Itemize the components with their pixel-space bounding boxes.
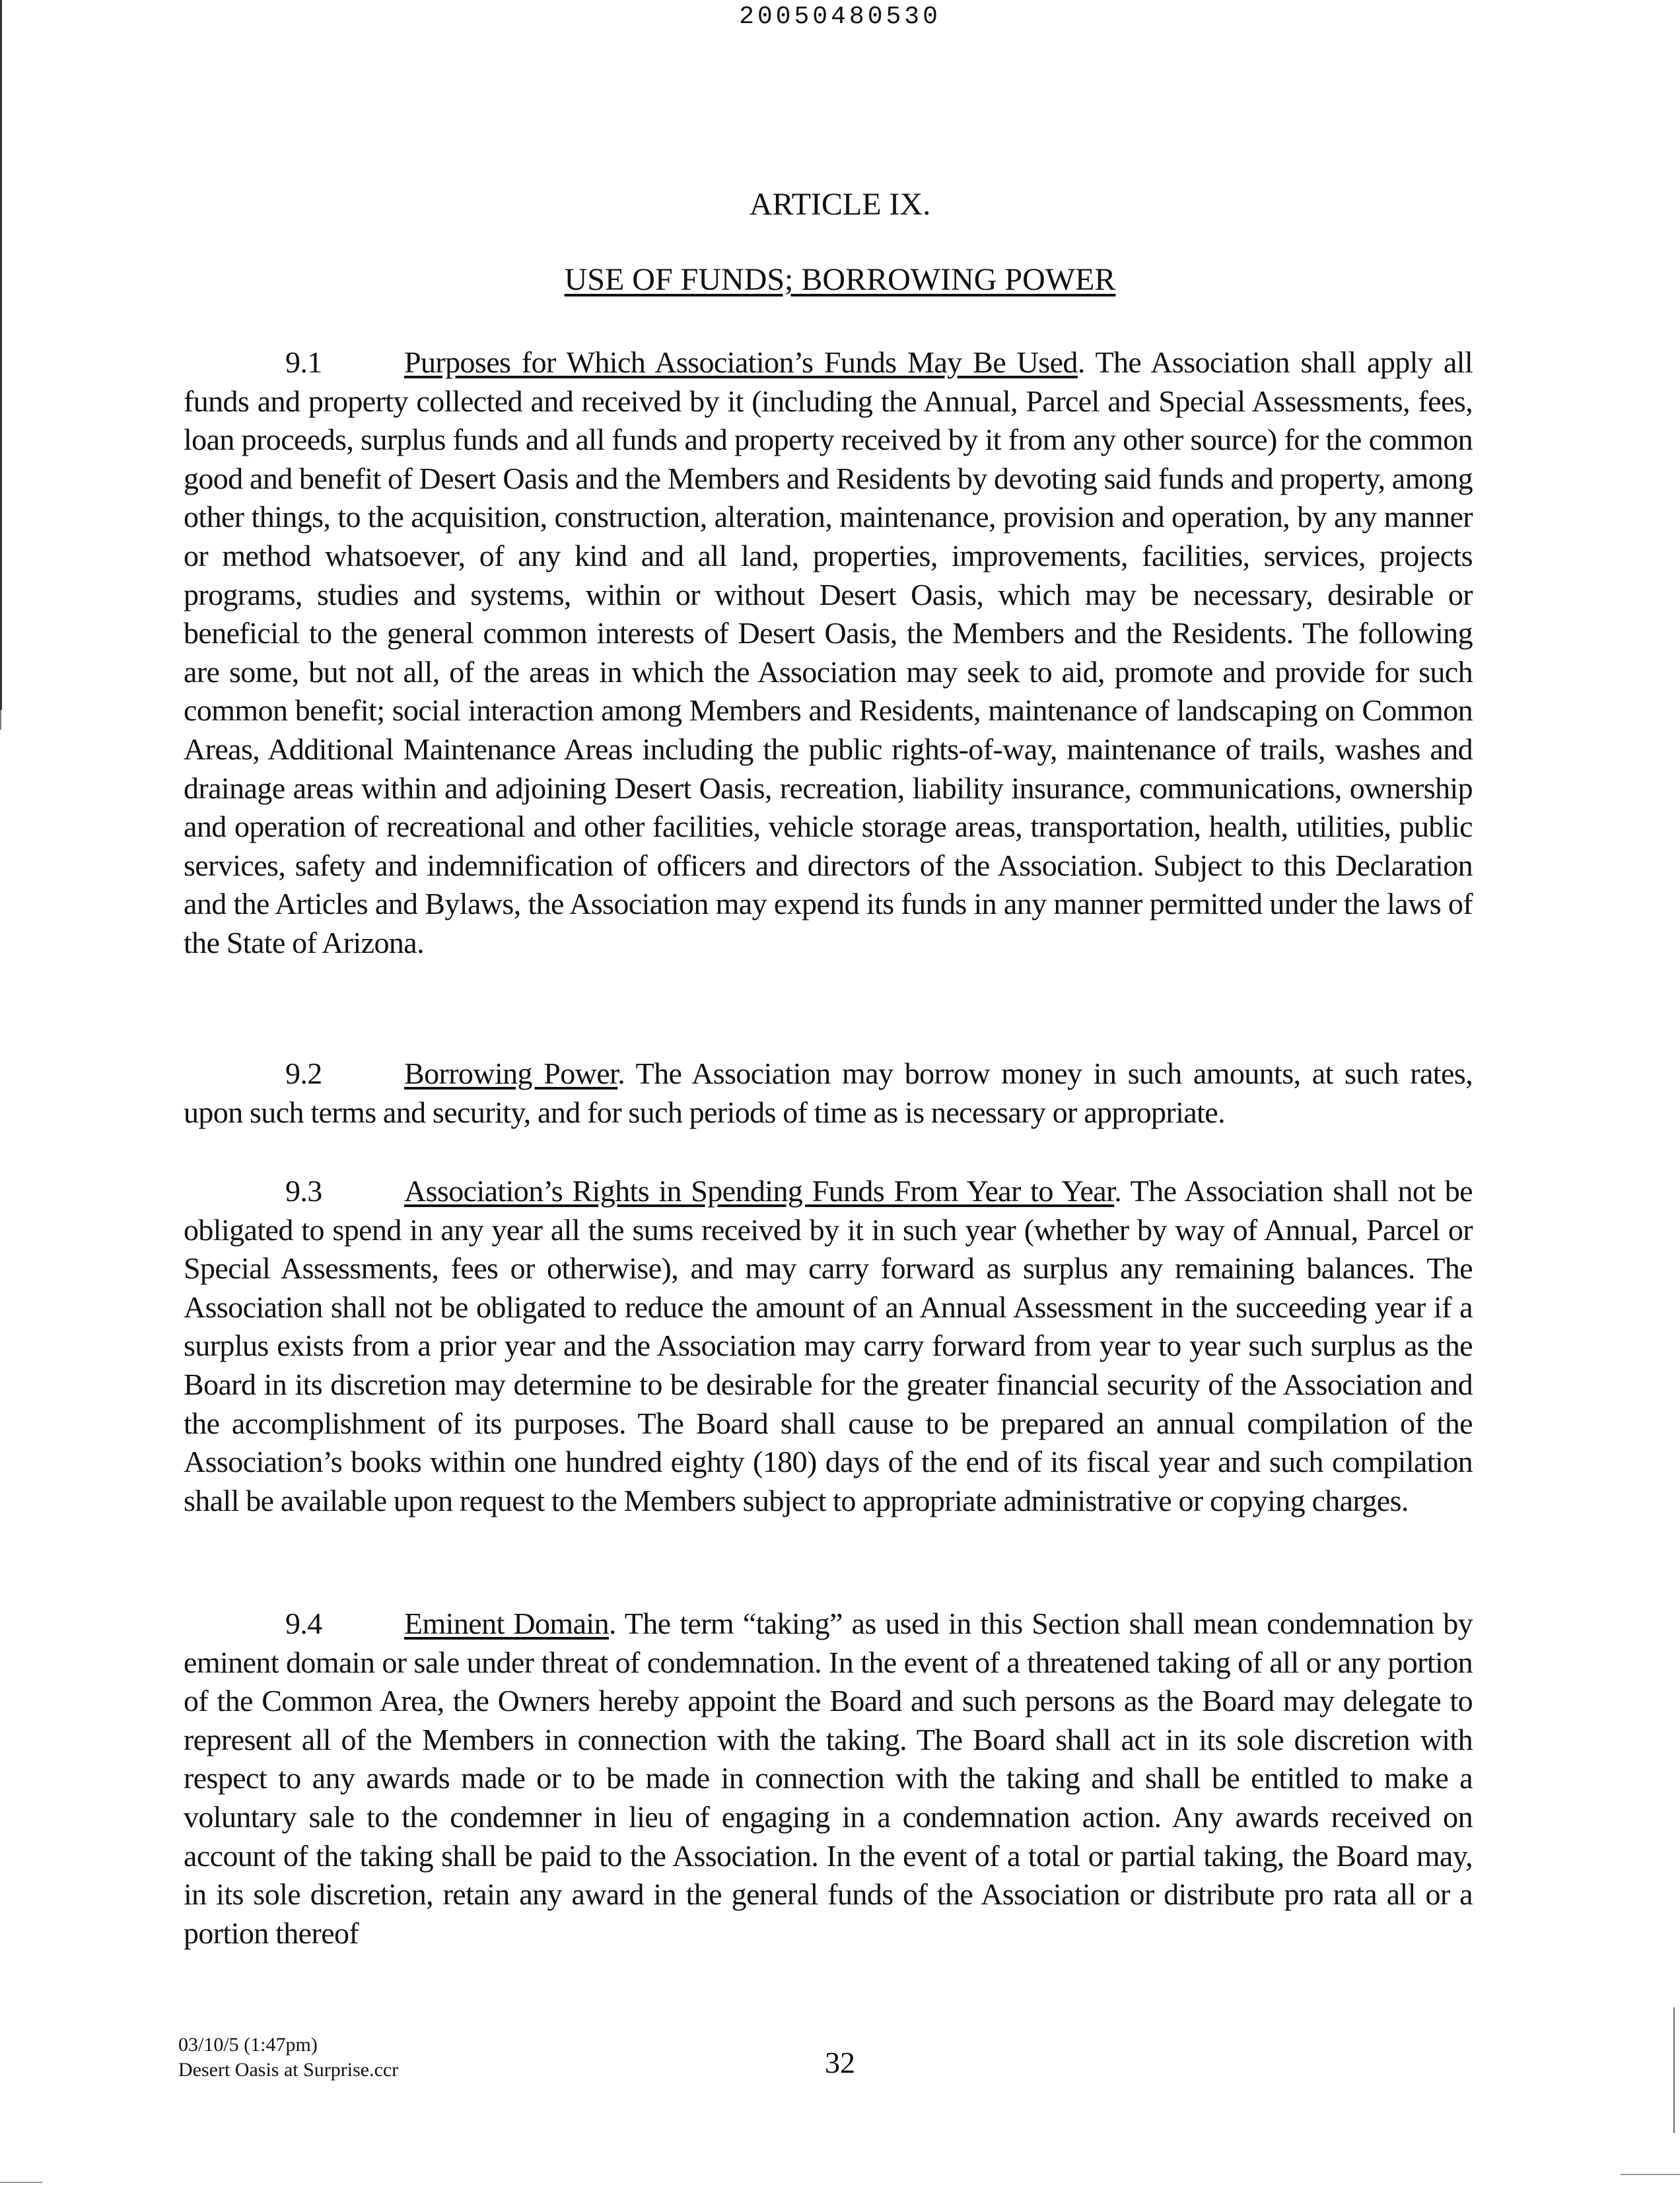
section-number: 9.4 (285, 1607, 322, 1640)
section-body: . The Association shall not be obligated to spend in any year all the sums received by it in such year (whether by way of Annual, Parcel or Special Assessments, fees or otherwise), and may carry forward as surplus any remaining balances. The Association shall not be obligated to reduce the amount of an Annual Assessment in the succeeding year if a surplus exists from a prior year and the Association may carry forward from year to year such surplus as the Board in its discretion may determine to be desirable for the greater financial security of the Association and the accomplishment of its purposes. The Board shall cause to be prepared an annual compilation of the Association’s books within one hundred eighty (180) days of the end of its fiscal year and such compilation shall be available upon request to the Members subject to appropriate administrative or copying charges. (184, 1174, 1473, 1517)
section-title: Eminent Domain (404, 1607, 609, 1640)
article-heading: ARTICLE IX. (749, 187, 931, 222)
article-subheading: USE OF FUNDS; BORROWING POWER (564, 262, 1116, 297)
section-9-4 (184, 1605, 1473, 1953)
section-9-2 (184, 1055, 1473, 1132)
section-title: Borrowing Power (404, 1057, 618, 1090)
section-title: Purposes for Which Association’s Funds May Be Used (404, 345, 1078, 379)
section-9-3 (184, 1172, 1473, 1520)
page-number: 32 (825, 2046, 855, 2079)
scan-footer-mark-right (1621, 2174, 1680, 2175)
section-body: . The Association shall apply all funds and property collected and received by it (including the Annual, Parcel and Special Assessments, fees, loan proceeds, surplus funds and all funds and property received by it from any other source) for the common good and benefit of Desert Oasis and the Members and Residents by devoting said funds and property, among other things, to the acquisition, construction, alteration, maintenance, provision and operation, by any manner or method whatsoever, of any kind and all land, properties, improvements, facilities, services, projects programs, studies and systems, within or without Desert Oasis, which may be necessary, desirable or beneficial to the general common interests of Desert Oasis, the Members and the Residents. The following are some, but not all, of the areas in which the Association may seek to aid, promote and provide for such common benefit; social interaction among Members and Residents, maintenance of landscaping on Common Areas, Additional Maintenance Areas including the public rights-of-way, maintenance of trails, washes and drainage areas within and adjoining Desert Oasis, recreation, liability insurance, communications, ownership and operation of recreational and other facilities, vehicle storage areas, transportation, health, utilities, public services, safety and indemnification of officers and directors of the Association. Subject to this Declaration and the Articles and Bylaws, the Association may expend its funds in any manner permitted under the laws of the State of Arizona. (184, 345, 1473, 959)
section-title: Association’s Rights in Spending Funds From Year to Year (404, 1174, 1115, 1208)
document-number: 20050480530 (739, 3, 941, 31)
footer-filename: Desert Oasis at Surprise.ccr (178, 2059, 399, 2081)
section-9-1 (184, 343, 1473, 963)
section-body: . The term “taking” as used in this Section shall mean condemnation by eminent domain or sale under threat of condemnation. In the event of a threatened taking of all or any portion of the Common Area, the Owners hereby appoint the Board and such persons as the Board may delegate to represent all of the Members in connection with the taking. The Board shall act in its sole discretion with respect to any awards made or to be made in connection with the taking and shall be entitled to make a voluntary sale to the condemner in lieu of engaging in a condemnation action. Any awards received on account of the taking shall be paid to the Association. In the event of a total or partial taking, the Board may, in its sole discretion, retain any award in the general funds of the Association or distribute pro rata all or a portion thereof (184, 1607, 1473, 1950)
scan-footer-mark-left (0, 2182, 42, 2183)
scan-edge-line-lower (0, 710, 1, 730)
section-number: 9.2 (285, 1057, 322, 1090)
section-number: 9.3 (285, 1174, 322, 1208)
section-number: 9.1 (285, 345, 322, 379)
scan-edge-line (0, 0, 2, 710)
footer-date: 03/10/5 (1:47pm) (178, 2034, 318, 2056)
section-body: . The Association may borrow money in such amounts, at such rates, upon such terms and security, and for such periods of time as is necessary or appropriate. (184, 1057, 1473, 1129)
